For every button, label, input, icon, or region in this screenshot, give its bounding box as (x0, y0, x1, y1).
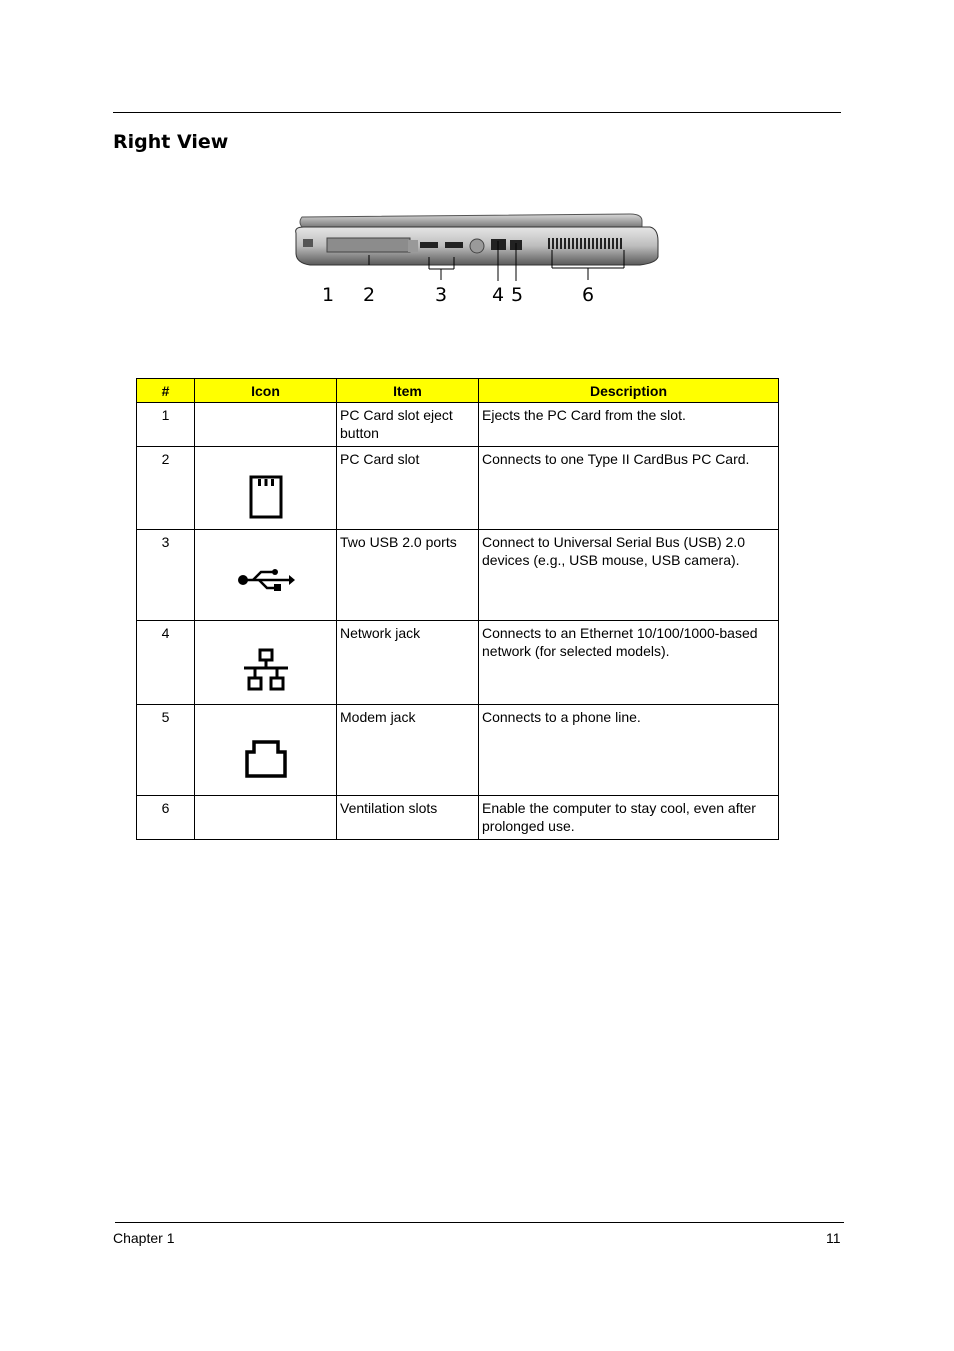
pc-card-icon (195, 475, 336, 519)
row-number: 6 (137, 796, 195, 840)
row-description: Enable the computer to stay cool, even after prolonged use. (479, 796, 779, 840)
laptop-right-side-image (290, 205, 670, 315)
row-item: Ventilation slots (337, 796, 479, 840)
network-icon (195, 648, 336, 692)
row-icon-cell (195, 403, 337, 447)
callout-1: 1 (322, 284, 335, 306)
footer-rule (115, 1222, 844, 1223)
header-icon: Icon (195, 379, 337, 403)
row-description: Connects to an Ethernet 10/100/1000-based network (for selected models). (479, 621, 779, 705)
callout-4: 4 (492, 284, 505, 306)
row-number: 4 (137, 621, 195, 705)
header-description: Description (479, 379, 779, 403)
usb-icon (195, 568, 336, 592)
row-item: Two USB 2.0 ports (337, 530, 479, 621)
header-item: Item (337, 379, 479, 403)
right-view-components-table (136, 378, 779, 840)
row-description: Connect to Universal Serial Bus (USB) 2.0 devices (e.g., USB mouse, USB camera). (479, 530, 779, 621)
callout-3: 3 (435, 284, 448, 306)
table-row (137, 621, 779, 705)
header-number: # (137, 379, 195, 403)
row-icon-cell (195, 705, 337, 796)
callout-5: 5 (511, 284, 524, 306)
row-icon-cell (195, 796, 337, 840)
laptop-right-view-figure (290, 205, 670, 315)
row-description: Connects to a phone line. (479, 705, 779, 796)
modem-icon (195, 738, 336, 778)
row-icon-cell (195, 530, 337, 621)
row-item: Network jack (337, 621, 479, 705)
footer-page-number: 11 (826, 1230, 841, 1246)
row-number: 2 (137, 447, 195, 530)
table-row (137, 447, 779, 530)
table-row (137, 403, 779, 447)
table-header-row (137, 379, 779, 403)
row-description: Connects to one Type II CardBus PC Card. (479, 447, 779, 530)
footer-chapter: Chapter 1 (113, 1230, 175, 1246)
table-row (137, 530, 779, 621)
row-item: PC Card slot (337, 447, 479, 530)
section-title: Right View (113, 131, 229, 153)
table-row (137, 705, 779, 796)
row-number: 3 (137, 530, 195, 621)
row-number: 5 (137, 705, 195, 796)
row-description: Ejects the PC Card from the slot. (479, 403, 779, 447)
callout-2: 2 (363, 284, 376, 306)
row-icon-cell (195, 621, 337, 705)
callout-6: 6 (582, 284, 595, 306)
row-icon-cell (195, 447, 337, 530)
header-rule (113, 112, 841, 113)
row-item: Modem jack (337, 705, 479, 796)
row-item: PC Card slot eject button (337, 403, 479, 447)
table-row (137, 796, 779, 840)
row-number: 1 (137, 403, 195, 447)
